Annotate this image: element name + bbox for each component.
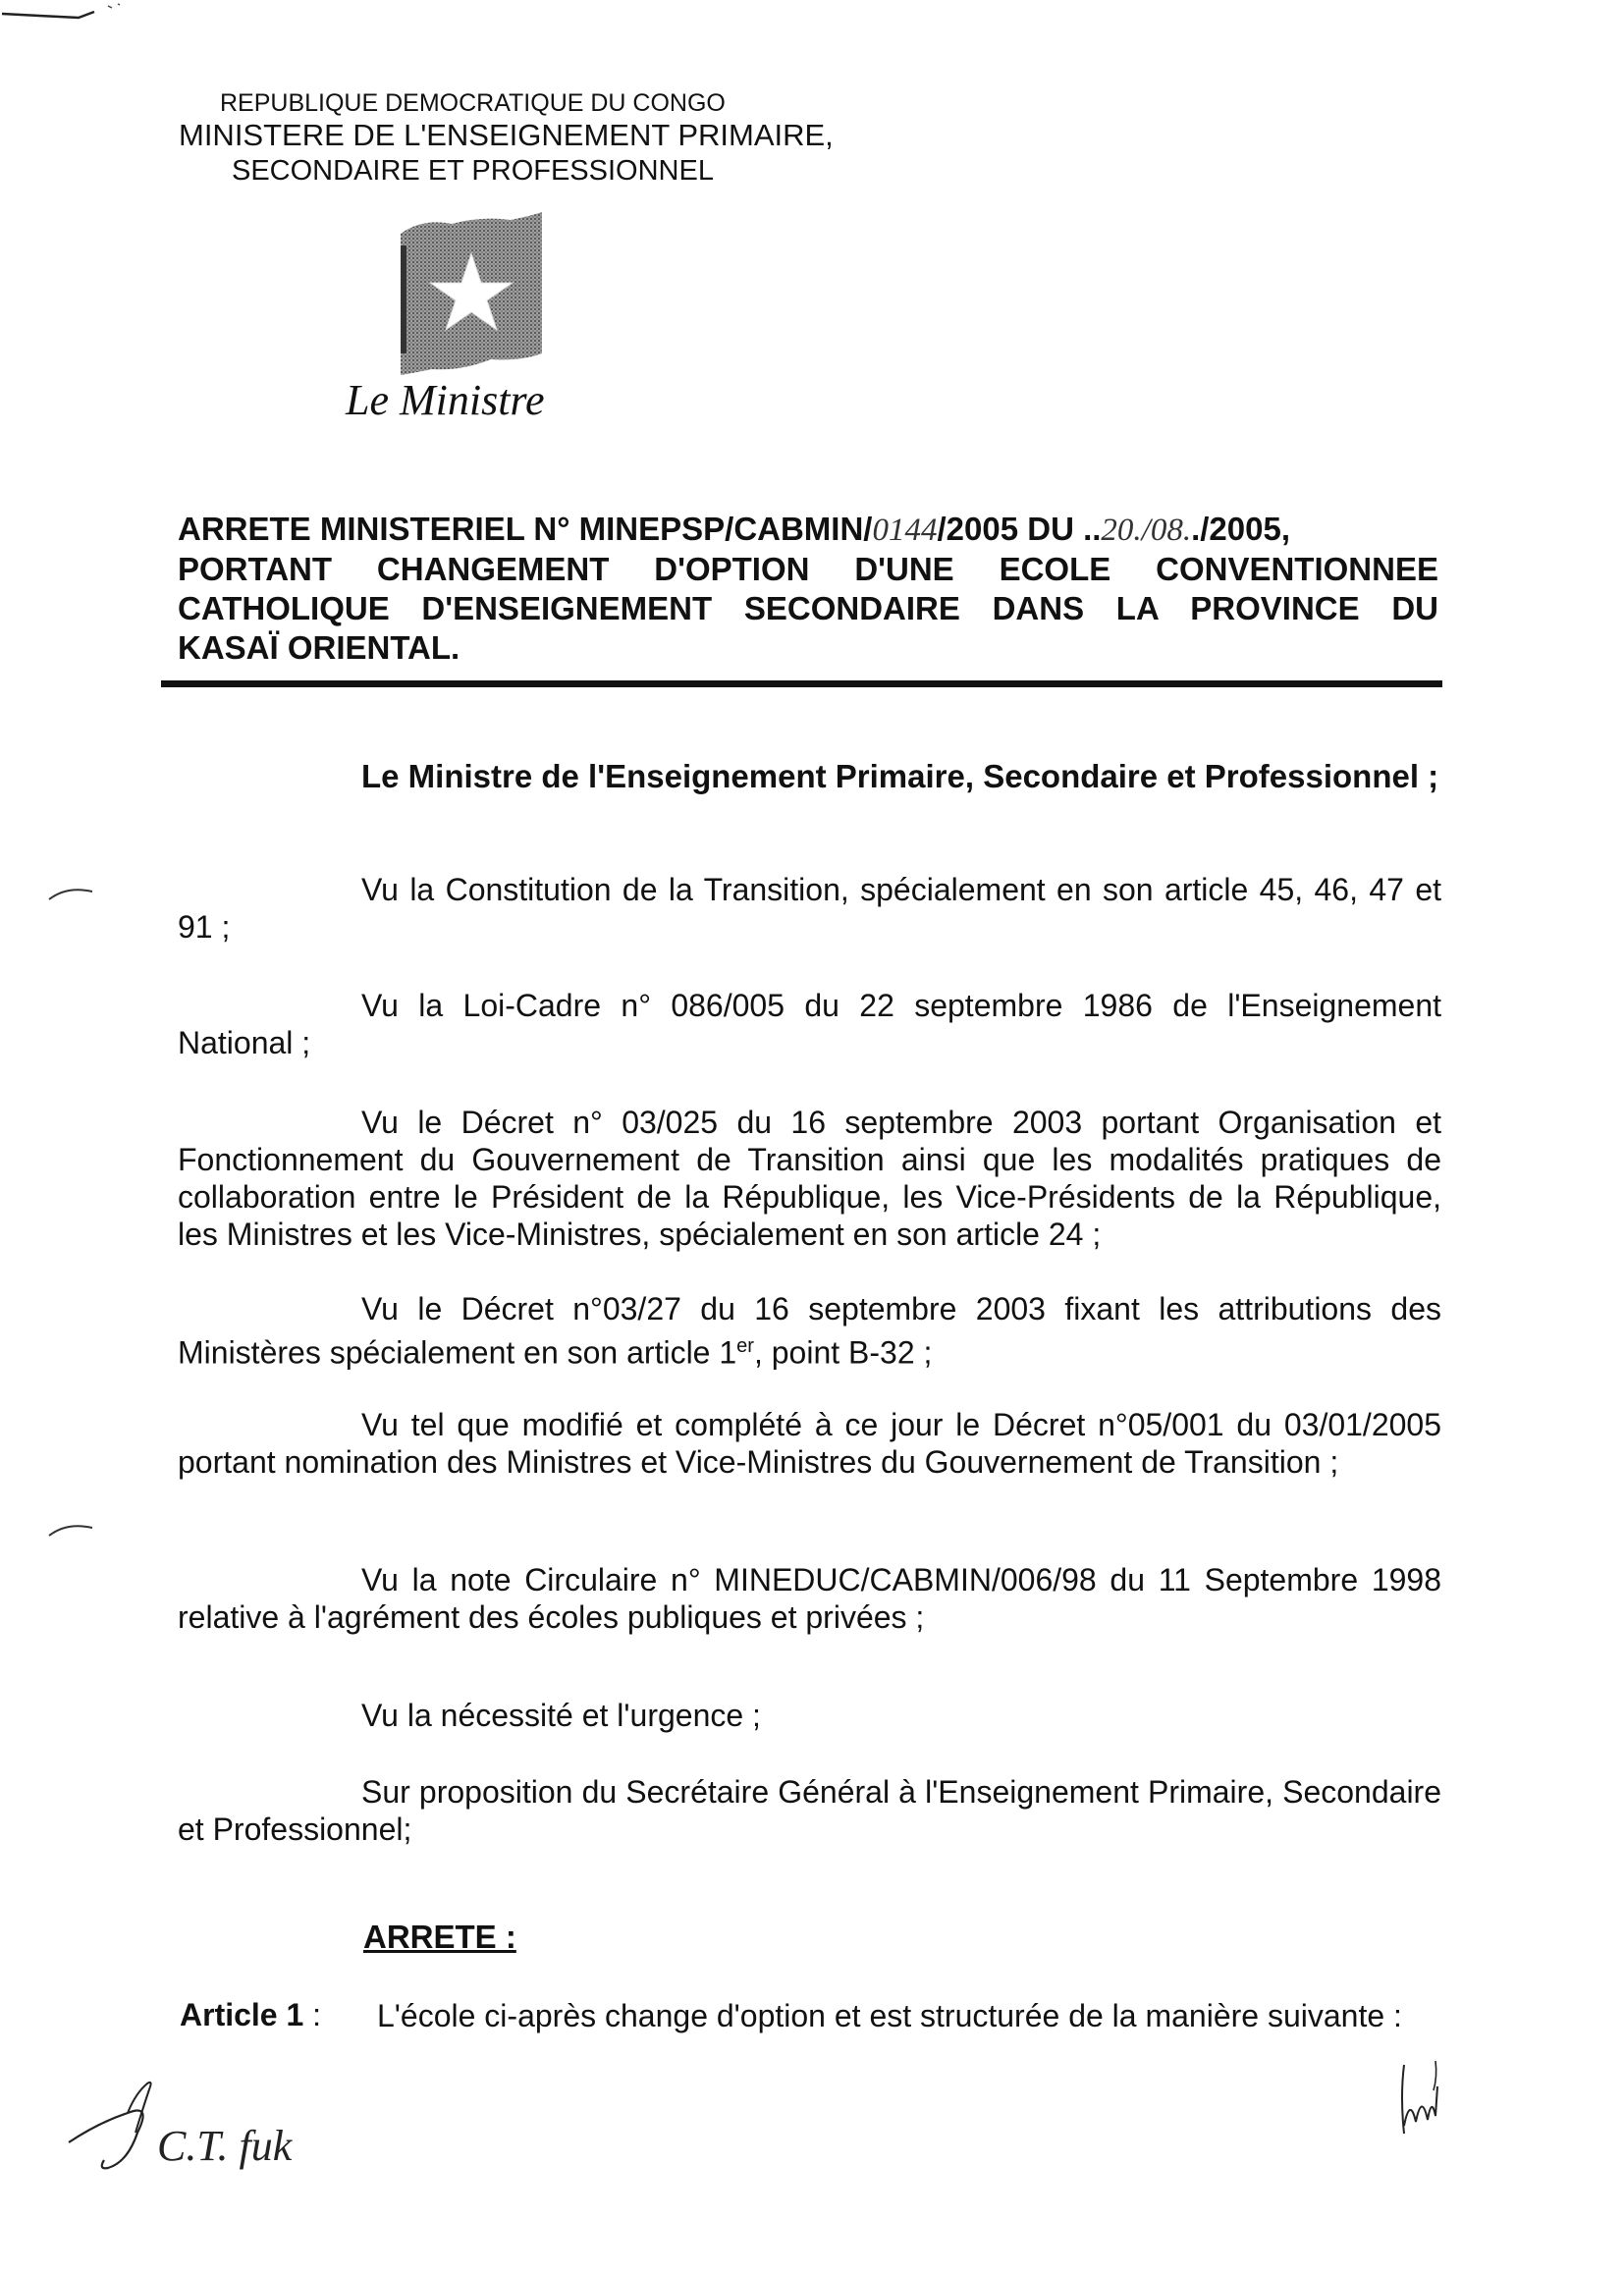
- handwritten-initials-icon: [1375, 2057, 1463, 2145]
- margin-mark-icon: [47, 1520, 96, 1540]
- minister-title: Le Ministre: [346, 376, 545, 424]
- arrete-heading: ARRETE :: [363, 1919, 516, 1955]
- article-1-text: L'école ci-après change d'option et est structurée de la manière suivante :: [377, 1998, 1402, 2033]
- considerant-decret-03-025: Vu le Décret n° 03/025 du 16 septembre 2003 portant Organisation et Fonctionnement du Gouvernement de Transition ainsi que les modalités pratiques de collaboration entre le Président de la République, les Vice-Présidents de la République, les Ministres et les Vice-Ministres, spécialement en son article 24 ;: [178, 1105, 1441, 1252]
- minister-intro: Le Ministre de l'Enseignement Primaire, Secondaire et Professionnel ;: [361, 758, 1439, 794]
- considerant-loi-cadre: Vu la Loi-Cadre n° 086/005 du 22 septembre 1986 de l'Enseignement National ;: [178, 988, 1441, 1060]
- arrete-date-prefix: /2005 DU ..: [937, 511, 1102, 547]
- considerant-decret-03-27-text: Vu le Décret n°03/27 du 16 septembre 2003 fixant les attributions des Ministères spécialement en son article 1: [178, 1291, 1441, 1371]
- arrete-title: [178, 510, 1438, 668]
- arrete-title-line-1: [178, 510, 1438, 550]
- title-divider: [161, 680, 1442, 687]
- signature-text: C.T. fuk: [157, 2122, 293, 2170]
- superscript-er: er: [736, 1335, 754, 1357]
- arrete-title-line-3: CATHOLIQUE D'ENSEIGNEMENT SECONDAIRE DANS LA PROVINCE DU: [178, 590, 1438, 626]
- considerant-constitution: Vu la Constitution de la Transition, spécialement en son article 45, 46, 47 et 91 ;: [178, 872, 1441, 945]
- ministry-line-1: MINISTERE DE L'ENSEIGNEMENT PRIMAIRE,: [179, 118, 834, 152]
- article-1-label-text: Article 1: [180, 1997, 304, 2032]
- considerant-proposition: Sur proposition du Secrétaire Général à l'Enseignement Primaire, Secondaire et Professionnel;: [178, 1774, 1441, 1847]
- arrete-title-line-4: KASAÏ ORIENTAL.: [178, 629, 460, 666]
- country-name: REPUBLIQUE DEMOCRATIQUE DU CONGO: [220, 89, 726, 117]
- considerant-decret-05-001: Vu tel que modifié et complété à ce jour le Décret n°05/001 du 03/01/2005 portant nomination des Ministres et Vice-Ministres du Gouvernement de Transition ;: [178, 1407, 1441, 1480]
- arrete-title-line-2: PORTANT CHANGEMENT D'OPTION D'UNE ECOLE CONVENTIONNEE: [178, 551, 1438, 587]
- article-1-colon: :: [303, 1997, 322, 2032]
- considerant-decret-03-27: [178, 1290, 1441, 1372]
- considerant-decret-03-27-end: , point B-32 ;: [753, 1334, 933, 1371]
- arrete-date-handwritten: 20./08.: [1101, 513, 1192, 548]
- star-emblem-icon: [393, 206, 550, 383]
- considerant-note-circulaire: Vu la note Circulaire n° MINEDUC/CABMIN/006/98 du 11 Septembre 1998 relative à l'agrément des écoles publiques et privées ;: [178, 1562, 1441, 1635]
- article-1-label: [180, 1997, 321, 2033]
- margin-mark-icon: [47, 884, 96, 903]
- scan-mark-icon: [0, 0, 137, 29]
- arrete-number-handwritten: 0144: [872, 513, 938, 548]
- handwritten-signature-icon: [59, 2074, 334, 2192]
- ministry-line-2: SECONDAIRE ET PROFESSIONNEL: [232, 155, 714, 187]
- considerant-urgence: Vu la nécessité et l'urgence ;: [361, 1698, 761, 1733]
- arrete-number-prefix: ARRETE MINISTERIEL N° MINEPSP/CABMIN/: [178, 511, 873, 547]
- arrete-date-suffix: ./2005,: [1191, 511, 1290, 547]
